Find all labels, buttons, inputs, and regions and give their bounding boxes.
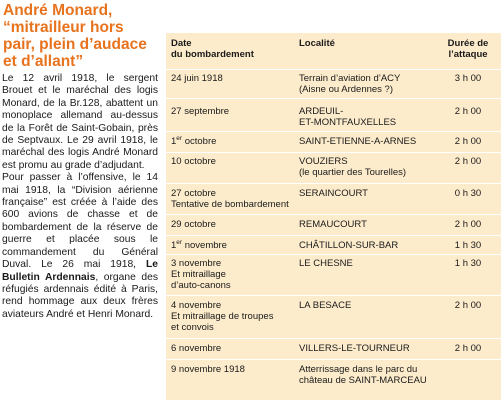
table-row [166, 360, 501, 400]
row-duration: 2 h 00 [454, 106, 482, 117]
row-date: 1er octobre [171, 134, 217, 147]
row-place: Atterrissage dans le parc du château de SAINT-MARCEAU [299, 364, 427, 386]
table-row [166, 70, 501, 99]
row-date: 3 novembre Et mitraillage d’auto-canons [171, 258, 231, 291]
table-row [166, 99, 501, 132]
row-place: SAINT-ETIENNE-A-ARNES [299, 136, 417, 147]
bombing-table [166, 33, 501, 400]
paragraph-text: , organe des réfugiés ardennais édité à Paris, rend hommage aux deux frères aviateurs André et Henri Monard. [2, 271, 158, 320]
paragraph: Le 12 avril 1918, le sergent Brouet et le maréchal des logis Monard, de la Br.128, abattent un monoplace allemand au-dessus de la Forêt de Saint-Gobain, près de Septvaux. Le 29 avril 1918, le maréchal des logis André Monard est promu au grade d’adjudant. [2, 73, 158, 171]
row-place: ARDEUIL- ET-MONTFAUXELLES [299, 106, 397, 128]
row-date: 1er novembre [171, 238, 227, 251]
row-place: SERAINCOURT [299, 188, 368, 199]
table-row [166, 153, 501, 184]
table-row [166, 296, 501, 339]
row-date: 10 octobre [171, 156, 216, 167]
table-row [166, 339, 501, 360]
row-duration: 1 h 30 [454, 240, 482, 251]
row-place: LA BESACE [299, 300, 352, 311]
header-date: Date du bombardement [171, 38, 254, 60]
row-date: 27 septembre [171, 106, 230, 117]
row-date: 24 juin 1918 [171, 73, 223, 84]
row-date: 29 octobre [171, 219, 216, 230]
publication-name: Le Bulletin Ardennais [2, 259, 158, 283]
paragraph [2, 172, 158, 321]
article-title [0, 0, 162, 70]
row-place: VOUZIERS (le quartier des Tourelles) [299, 156, 407, 178]
row-duration: 2 h 00 [454, 219, 482, 230]
table-row [166, 132, 501, 153]
row-duration: 2 h 00 [454, 136, 482, 147]
row-place: Terrain d’aviation d’ACY (Aisne ou Ardennes ?) [299, 73, 401, 95]
title-line: André Monard, [3, 2, 113, 19]
row-duration: 2 h 00 [454, 300, 482, 311]
row-date: 6 novembre [171, 343, 222, 354]
article-column [0, 0, 162, 400]
row-place: VILLERS-LE-TOURNEUR [299, 343, 410, 354]
row-date: 27 octobre Tentative de bombardement [171, 188, 289, 210]
row-duration: 2 h 00 [454, 343, 482, 354]
table-row [166, 184, 501, 215]
row-place: REMAUCOURT [299, 219, 367, 230]
header-place: Localité [299, 38, 335, 49]
row-date: 9 novembre 1918 [171, 364, 245, 375]
table-row [166, 215, 501, 236]
row-place: LE CHESNE [299, 258, 353, 269]
table-header-row [166, 33, 501, 70]
paragraph-text: Pour passer à l’offensive, le 14 mai 1918, la “Division aérienne française” est créée à l’aide des 600 avions de chasse et de bombardement de la réserve de guerre et placée sous le commandement du Général Duval. Le 26 mai 1918, [2, 172, 158, 271]
title-line: et d’allant” [3, 53, 84, 70]
row-duration: 2 h 00 [454, 156, 482, 167]
header-duration: Durée de l’attaque [447, 38, 489, 60]
article-body [0, 73, 162, 321]
table-row [166, 236, 501, 255]
row-duration: 1 h 30 [454, 258, 482, 269]
title-line: “mitrailleur hors [3, 19, 124, 36]
row-duration: 0 h 30 [454, 188, 482, 199]
title-line: pair, plein d’audace [3, 36, 147, 53]
table-row [166, 255, 501, 296]
row-duration: 3 h 00 [454, 73, 482, 84]
row-date: 4 novembre Et mitraillage de troupes et convois [171, 300, 274, 333]
row-place: CHÂTILLON-SUR-BAR [299, 240, 399, 251]
